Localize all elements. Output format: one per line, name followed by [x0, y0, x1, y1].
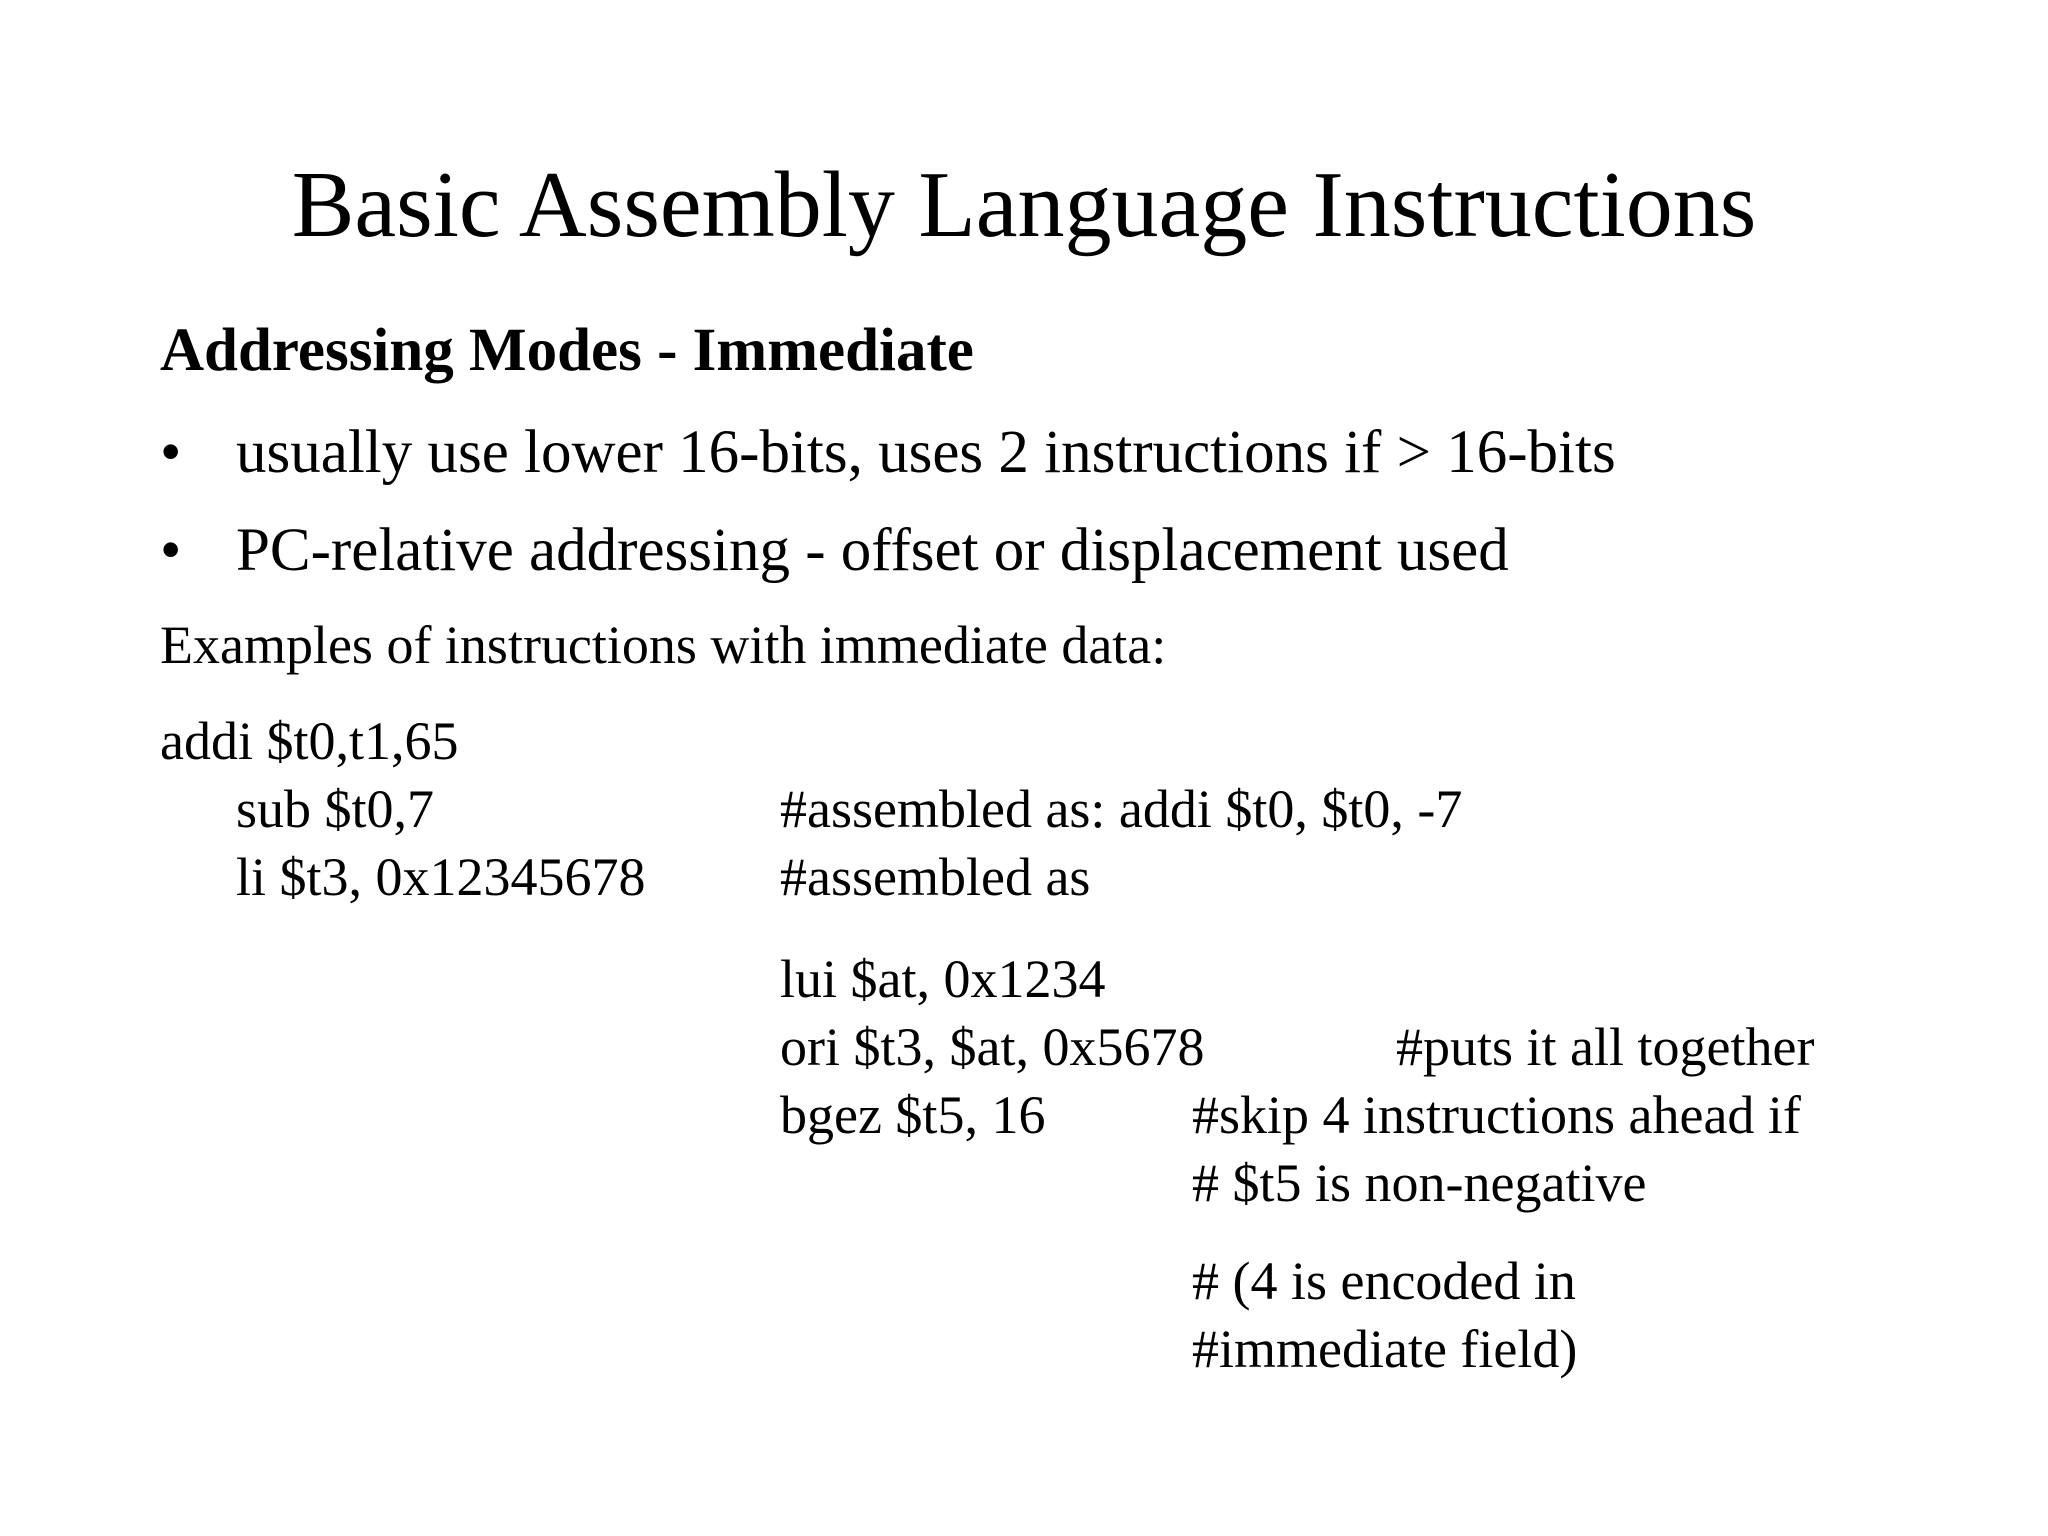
- code-line-ori: ori $t3, $at, 0x5678: [780, 1017, 1205, 1077]
- bullet-item: usually use lower 16-bits, uses 2 instructions if > 16-bits: [236, 419, 1616, 486]
- code-line-addi: addi $t0,t1,65: [160, 711, 459, 771]
- code-line-bgez: bgez $t5, 16: [780, 1085, 1046, 1145]
- bullet-glyph: •: [160, 419, 182, 486]
- section-heading: Addressing Modes - Immediate: [160, 317, 974, 384]
- bullet-glyph: •: [160, 517, 182, 584]
- code-comment-bgez: #skip 4 instructions ahead if: [1192, 1085, 1801, 1145]
- code-comment-li: #assembled as: [780, 847, 1091, 907]
- code-line-li: li $t3, 0x12345678: [236, 847, 646, 907]
- bullet-item: PC-relative addressing - offset or displacement used: [236, 517, 1509, 584]
- slide-title: Basic Assembly Language Instructions: [291, 153, 1757, 257]
- code-comment-bgez: # (4 is encoded in: [1192, 1251, 1576, 1311]
- code-line-sub: sub $t0,7: [236, 779, 435, 839]
- code-comment-sub: #assembled as: addi $t0, $t0, -7: [780, 779, 1463, 839]
- code-comment-ori: #puts it all together: [1396, 1017, 1815, 1077]
- code-comment-bgez: # $t5 is non-negative: [1192, 1153, 1647, 1213]
- code-line-lui: lui $at, 0x1234: [780, 949, 1106, 1009]
- examples-heading: Examples of instructions with immediate data:: [160, 615, 1167, 675]
- code-comment-bgez: #immediate field): [1192, 1319, 1578, 1379]
